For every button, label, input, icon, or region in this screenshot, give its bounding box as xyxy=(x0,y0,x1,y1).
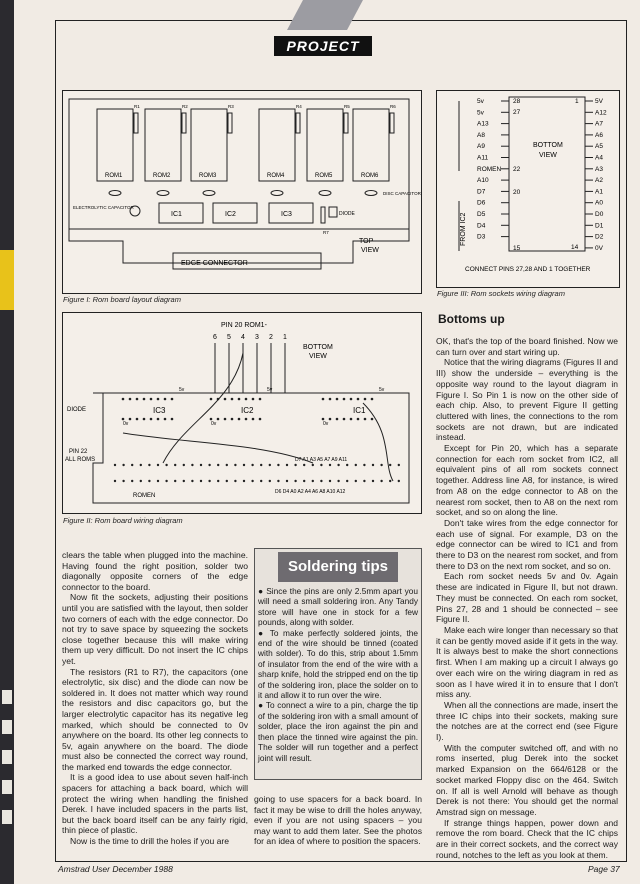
fig3-note: CONNECT PINS 27,28 AND 1 TOGETHER xyxy=(465,266,591,273)
pin-number: 4 xyxy=(241,334,245,341)
pin-dot xyxy=(157,398,160,401)
figure-2-caption: Figure II: Rom board wiring diagram xyxy=(63,516,183,525)
edge-pin-dot xyxy=(208,480,210,482)
figure-3-diagram xyxy=(437,91,619,287)
edge-pin-dot xyxy=(148,464,150,466)
edge-pin-dot xyxy=(389,480,391,482)
ic-label: IC3 xyxy=(281,211,292,218)
resistor xyxy=(390,113,394,133)
pin-dot xyxy=(259,398,262,401)
pin-dot xyxy=(245,418,248,421)
resistor xyxy=(228,113,232,133)
pin-number: 1 xyxy=(575,98,579,105)
right-para: OK, that's the top of the board finished. Now we can turn over and start wiring up. xyxy=(436,336,618,357)
edge-pin-dot xyxy=(346,480,348,482)
disc-capacitor xyxy=(157,191,169,196)
soldering-tips-body xyxy=(258,586,418,763)
edge-pin-dot xyxy=(294,464,296,466)
edge-pin-dot xyxy=(286,480,288,482)
edge-pin-dot xyxy=(329,464,331,466)
edge-pin-dot xyxy=(303,480,305,482)
view-label: VIEW xyxy=(309,353,327,360)
pin-dot xyxy=(336,418,339,421)
pin-dot xyxy=(122,398,125,401)
pin-dot xyxy=(143,398,146,401)
tip-item: ● To connect a wire to a pin, charge the tip of the soldering iron with a small amount of solder, place the iron against the pin and then place the tinned wire against the pin. The solder will run together and a perfect joint will result. xyxy=(258,700,418,763)
disc-capacitor xyxy=(271,191,283,196)
resistor-label: R2 xyxy=(182,104,188,109)
pin-dot xyxy=(129,398,132,401)
edge-pin-dot xyxy=(122,480,124,482)
disc-capacitor xyxy=(319,191,331,196)
edge-pin-dot xyxy=(312,480,314,482)
edge-pin-dot xyxy=(372,464,374,466)
rom-socket xyxy=(307,109,343,181)
edge-pin-dot xyxy=(346,464,348,466)
pin-number: 15 xyxy=(513,245,521,252)
pin-dot xyxy=(357,418,360,421)
pin-label-right: D0 xyxy=(595,211,604,218)
tip-item: ● Since the pins are only 2.5mm apart you will need a small soldering iron. Any Tandy store will have one in stock for a few pounds, along with solder. xyxy=(258,586,418,628)
left-para: It is a good idea to use about seven half-inch spacers for attaching a back board, which will protect the wiring when handling the finished Derek. I have included spacers in the parts list, but the back board itself can be any fairly rigid, thin piece of plastic. xyxy=(62,772,248,836)
fig3-view-label: VIEW xyxy=(539,152,557,159)
left-para: Now fit the sockets, adjusting their positions until you are satisfied with the layout, then solder two corners of each with the edge connector. Do not try to save space by squeezing the sockets close together because this will make wiring them up very difficult. Do not insert the IC chips yet. xyxy=(62,592,248,666)
pin-dot xyxy=(224,398,227,401)
pin-dot xyxy=(136,398,139,401)
pin20-label: PIN 20 ROM1- xyxy=(221,322,267,329)
edge-pin-dot xyxy=(337,480,339,482)
pin-number: 20 xyxy=(513,189,521,196)
pin-label-left: 5v xyxy=(477,98,484,105)
edge-pin-dot xyxy=(372,480,374,482)
pin-label-right: A0 xyxy=(595,199,603,207)
pin22-label: PIN 22 xyxy=(69,449,88,455)
pin-label-right: A5 xyxy=(595,143,603,151)
edge-pin-dot xyxy=(191,480,193,482)
pin-label-left: D3 xyxy=(477,233,486,241)
pin-dot xyxy=(343,418,346,421)
pin-dot xyxy=(350,398,353,401)
edge-pin-dot xyxy=(174,464,176,466)
pin-number: 3 xyxy=(255,334,259,341)
resistor-label: R1 xyxy=(134,104,140,109)
left-para: clears the table when plugged into the machine. Having found the right position, solder two diagonally opposite corners of the edge connector to the board. xyxy=(62,550,248,592)
soldering-tips-heading: Soldering tips xyxy=(278,552,398,582)
pin-dot xyxy=(329,418,332,421)
edge-pin-dot xyxy=(320,464,322,466)
pin-dot xyxy=(322,398,325,401)
tip-item: ● To make perfectly soldered joints, the end of the wire should be tinned (coated with solder). To do this, strip about 1.5mm of insulator from the end of the wire with a sharp knife, hold the stripped end on the tip of the soldering iron, place the solder on to it and allow it to run over the wire. xyxy=(258,627,418,701)
figure-1-diagram xyxy=(63,91,421,293)
bottoms-up-heading: Bottoms up xyxy=(438,312,505,326)
left-column xyxy=(62,550,248,847)
pin-number: 2 xyxy=(269,334,273,341)
rom-socket xyxy=(353,109,389,181)
pin-dot xyxy=(171,398,174,401)
pin-label-left: A11 xyxy=(477,154,489,162)
resistor xyxy=(321,207,325,223)
pin-dot xyxy=(122,418,125,421)
diode-label: DIODE xyxy=(67,407,87,413)
allroms-label: ALL ROMS xyxy=(65,457,96,463)
resistor-label: R7 xyxy=(323,230,329,235)
supply-label: 5v xyxy=(379,387,385,393)
pin-dot xyxy=(129,418,132,421)
right-para: Except for Pin 20, which has a separate connection for each rom socket from IC2, all equivalent pins of all rom sockets connect together. Address line A8, for instance, is wired from A8 on the edge connector to A8 on the nearest rom socket, then to A8 on the next rom socket, and so on along the line. xyxy=(436,443,618,518)
edge-pin-dot xyxy=(277,464,279,466)
botrow-label: D6 D4 A0 A2 A4 A6 A8 A10 A12 xyxy=(275,489,346,495)
top-label: TOP xyxy=(359,238,374,245)
pin-number: 28 xyxy=(513,98,521,105)
edge-pin-dot xyxy=(398,480,400,482)
pin-dot xyxy=(231,418,234,421)
edge-pin-dot xyxy=(183,480,185,482)
edge-pin-dot xyxy=(140,464,142,466)
pin-label-left: ROMEN xyxy=(477,165,502,173)
edge-pin-dot xyxy=(355,480,357,482)
pin-number: 5 xyxy=(227,334,231,341)
pin-number: 14 xyxy=(571,244,579,251)
edge-pin-dot xyxy=(312,464,314,466)
rom-label: ROM5 xyxy=(315,173,333,179)
pin-dot xyxy=(252,398,255,401)
pin-dot xyxy=(164,418,167,421)
pin-dot xyxy=(371,418,374,421)
disc-capacitor xyxy=(365,191,377,196)
rom-label: ROM2 xyxy=(153,173,171,179)
section-banner: PROJECT xyxy=(274,36,372,56)
edge-pin-dot xyxy=(251,480,253,482)
edge-pin-dot xyxy=(200,480,202,482)
resistor xyxy=(134,113,138,133)
pin-label-left: D5 xyxy=(477,211,486,218)
edge-pin-dot xyxy=(226,464,228,466)
edge-pin-dot xyxy=(200,464,202,466)
pin-label-left: 5v xyxy=(477,109,484,117)
pin-dot xyxy=(350,418,353,421)
rom-label: ROM4 xyxy=(267,173,285,179)
electrolytic-label: ELECTROLYTIC CAPACITOR xyxy=(73,205,134,210)
edge-pin-dot xyxy=(234,464,236,466)
pin-dot xyxy=(322,418,325,421)
figure-2-box xyxy=(62,312,422,514)
edge-pin-dot xyxy=(131,464,133,466)
rom-socket xyxy=(145,109,181,181)
pin-dot xyxy=(364,418,367,421)
resistor-label: R6 xyxy=(390,104,396,109)
rom-label: ROM3 xyxy=(199,173,217,179)
fig3-from-ic2: FROM IC2 xyxy=(460,212,467,246)
right-para: With the computer switched off, and with no roms inserted, plug Derek into the socket marked Expansion on the 664/6128 or the socket marked Floppy disc on the 464. Switch on. If all is well Arnold will behave as though Derek is not there: You should get the normal Amstrad sign on message. xyxy=(436,742,618,817)
pin-number: 1 xyxy=(283,334,287,341)
pin-label-right: D1 xyxy=(595,222,604,230)
supply-label: 5v xyxy=(267,387,273,393)
supply-label: 0v xyxy=(323,421,329,427)
right-para: Make each wire longer than necessary so that it can be gently moved aside if it gets in the way. It is always best to make the short connections first. When I am making up a circuit I always go over each wire on the wiring diagram in red as soon as I have wired it in to ensure that I don't miss any. xyxy=(436,624,618,700)
edge-pin-dot xyxy=(380,464,382,466)
pin-label-right: A6 xyxy=(595,131,603,139)
pin-dot xyxy=(150,418,153,421)
rom-label: ROM6 xyxy=(361,173,379,179)
edge-pin-dot xyxy=(337,464,339,466)
edge-pin-dot xyxy=(363,480,365,482)
edge-pin-dot xyxy=(131,480,133,482)
pin-label-left: D7 xyxy=(477,188,486,196)
disc-capacitor xyxy=(203,191,215,196)
footer-issue: Amstrad User December 1988 xyxy=(58,864,173,874)
edge-pin-dot xyxy=(355,464,357,466)
pin-dot xyxy=(136,418,139,421)
edge-pin-dot xyxy=(320,480,322,482)
edge-pin-dot xyxy=(363,464,365,466)
pin-label-left: D6 xyxy=(477,199,486,207)
pin-label-left: D4 xyxy=(477,222,486,230)
ic-label: IC2 xyxy=(241,406,254,415)
view-label: VIEW xyxy=(361,247,379,254)
pin-dot xyxy=(210,418,213,421)
pin-dot xyxy=(245,398,248,401)
disc-capacitor xyxy=(109,191,121,196)
pin-dot xyxy=(371,398,374,401)
pin-label-right: A2 xyxy=(595,177,603,185)
edge-pin-dot xyxy=(269,464,271,466)
pin-dot xyxy=(336,398,339,401)
edge-pin-dot xyxy=(286,464,288,466)
right-para: Notice that the wiring diagrams (Figures II and III) show the underside – everything is the opposite way round to the layout diagram in Figure I. So Pin 1 is now on the other side of each chip. Also, to prevent Figure II getting cluttered with lines, the connections to the rom sockets are not drawn, but are indicated instead. xyxy=(436,357,618,443)
edge-pin-dot xyxy=(398,464,400,466)
rom-socket xyxy=(97,109,133,181)
edge-pin-dot xyxy=(269,480,271,482)
fig3-bottom-label: BOTTOM xyxy=(533,142,563,149)
edge-pin-dot xyxy=(217,480,219,482)
bottom-label: BOTTOM xyxy=(303,344,333,351)
edge-pin-dot xyxy=(294,480,296,482)
edge-pin-dot xyxy=(277,480,279,482)
pin-label-right: A3 xyxy=(595,165,603,173)
pin-number: 22 xyxy=(513,166,521,173)
supply-label: 5v xyxy=(179,387,185,393)
edge-pin-dot xyxy=(157,464,159,466)
edge-pin-dot xyxy=(114,480,116,482)
supply-label: 0v xyxy=(211,421,217,427)
pin-label-left: A8 xyxy=(477,131,485,139)
edge-pin-dot xyxy=(208,464,210,466)
pin-dot xyxy=(150,398,153,401)
rom-socket xyxy=(259,109,295,181)
edge-pin-dot xyxy=(329,480,331,482)
middle-column-continued: going to use spacers for a back board. In fact it may be wise to drill the holes anyway, even if you are not using spacers – you may want to add them later. See the photos for an idea of where to position the spacers. xyxy=(254,794,422,847)
edge-connector-label: EDGE CONNECTOR xyxy=(181,260,248,267)
pin-number: 27 xyxy=(513,109,521,116)
edge-pin-dot xyxy=(234,480,236,482)
ic-label: IC3 xyxy=(153,406,166,415)
pin-dot xyxy=(231,398,234,401)
figure-3-box xyxy=(436,90,620,288)
right-para: If strange things happen, power down and remove the rom board. Check that the IC chips are in their correct sockets, and the correct way round, notches to the left as you look at them. xyxy=(436,817,618,860)
resistor xyxy=(344,113,348,133)
right-para: When all the connections are made, insert the three IC chips into their sockets, making sure the notches are at the correct end (see Figure I). xyxy=(436,699,618,743)
pin-label-left: A10 xyxy=(477,177,489,185)
wire xyxy=(363,403,393,481)
wire xyxy=(123,433,313,463)
pin-dot xyxy=(217,418,220,421)
footer-page-number: Page 37 xyxy=(588,864,620,874)
resistor-label: R5 xyxy=(344,104,350,109)
pin-dot xyxy=(357,398,360,401)
edge-pin-dot xyxy=(251,464,253,466)
left-para: Now is the time to drill the holes if you are xyxy=(70,836,230,847)
resistor-label: R3 xyxy=(228,104,234,109)
pin-dot xyxy=(157,418,160,421)
pin-label-right: 5V xyxy=(595,98,603,105)
pin-label-right: D2 xyxy=(595,233,604,241)
left-para: The resistors (R1 to R7), the capacitors (one electrolytic, six disc) and the diode can now be soldered in. It does not matter which way round the resistors and disc capacitors go, but the larger electrolytic capacitor has its negative leg marked, which should be connected to 0v anywhere on the board. Its other leg connects to 5v, again anywhere on the board. The diode must also be connected the correct way round, the marked end towards the edge connector. xyxy=(62,666,248,772)
ic-label: IC1 xyxy=(171,211,182,218)
wire xyxy=(163,353,243,463)
edge-pin-dot xyxy=(165,480,167,482)
edge-pin-dot xyxy=(191,464,193,466)
pin-dot xyxy=(364,398,367,401)
toprow-label: D7 A1 A3 A5 A7 A9 A11 xyxy=(295,457,348,463)
pin-dot xyxy=(343,398,346,401)
supply-label: 0v xyxy=(123,421,129,427)
diode-label: DIODE xyxy=(339,211,355,217)
pin-dot xyxy=(252,418,255,421)
edge-pin-dot xyxy=(226,480,228,482)
edge-pin-dot xyxy=(243,464,245,466)
edge-pin-dot xyxy=(380,480,382,482)
edge-pin-dot xyxy=(260,480,262,482)
ic-label: IC1 xyxy=(353,406,366,415)
resistor-label: R4 xyxy=(296,104,302,109)
figure-3-caption: Figure III: Rom sockets wiring diagram xyxy=(437,289,565,298)
pin-dot xyxy=(164,398,167,401)
edge-pin-dot xyxy=(303,464,305,466)
pin-label-right: A12 xyxy=(595,109,607,117)
binding-strip xyxy=(0,0,14,884)
pin-label-left: A9 xyxy=(477,143,485,151)
right-para: Don't take wires from the edge connector for each use of signal. For example, D3 on the edge connector can be wired to IC1 and from there to D3 on the nearest rom socket, and from there to D3 on the next rom socket, and so on. xyxy=(436,517,618,571)
pin-label-left: A13 xyxy=(477,120,489,128)
pin-label-right: A7 xyxy=(595,120,603,128)
figure-1-box xyxy=(62,90,422,294)
edge-pin-dot xyxy=(165,464,167,466)
pin-dot xyxy=(329,398,332,401)
resistor xyxy=(296,113,300,133)
rom-socket xyxy=(191,109,227,181)
pin-dot xyxy=(171,418,174,421)
edge-pin-dot xyxy=(183,464,185,466)
edge-pin-dot xyxy=(260,464,262,466)
edge-pin-dot xyxy=(148,480,150,482)
resistor xyxy=(182,113,186,133)
edge-pin-dot xyxy=(114,464,116,466)
right-column xyxy=(436,336,618,860)
edge-pin-dot xyxy=(389,464,391,466)
pin-label-right: A4 xyxy=(595,154,603,162)
figure-2-diagram xyxy=(63,313,421,513)
edge-pin-dot xyxy=(174,480,176,482)
edge-pin-dot xyxy=(217,464,219,466)
pin-label-right: 0V xyxy=(595,244,603,252)
ic-label: IC2 xyxy=(225,211,236,218)
edge-pin-dot xyxy=(243,480,245,482)
pin-label-right: A1 xyxy=(595,188,603,196)
rom-label: ROM1 xyxy=(105,173,123,179)
pin-dot xyxy=(238,418,241,421)
edge-pin-dot xyxy=(140,480,142,482)
pin-dot xyxy=(259,418,262,421)
pin-number: 6 xyxy=(213,334,217,341)
romen-label: ROMEN xyxy=(133,493,156,499)
pin-dot xyxy=(224,418,227,421)
pin-dot xyxy=(210,398,213,401)
figure-1-caption: Figure I: Rom board layout diagram xyxy=(63,295,181,304)
disc-caps-label: DISC CAPACITORS xyxy=(383,191,421,196)
edge-pin-dot xyxy=(157,480,159,482)
pin-dot xyxy=(143,418,146,421)
pin-dot xyxy=(238,398,241,401)
diode xyxy=(329,207,337,217)
right-para: Each rom socket needs 5v and 0v. Again these are indicated in Figure II, but not drawn. They must be connected. On each rom socket, Pins 27, 28 and 1 should be connected – see Figure II. xyxy=(436,571,618,625)
edge-pin-dot xyxy=(122,464,124,466)
